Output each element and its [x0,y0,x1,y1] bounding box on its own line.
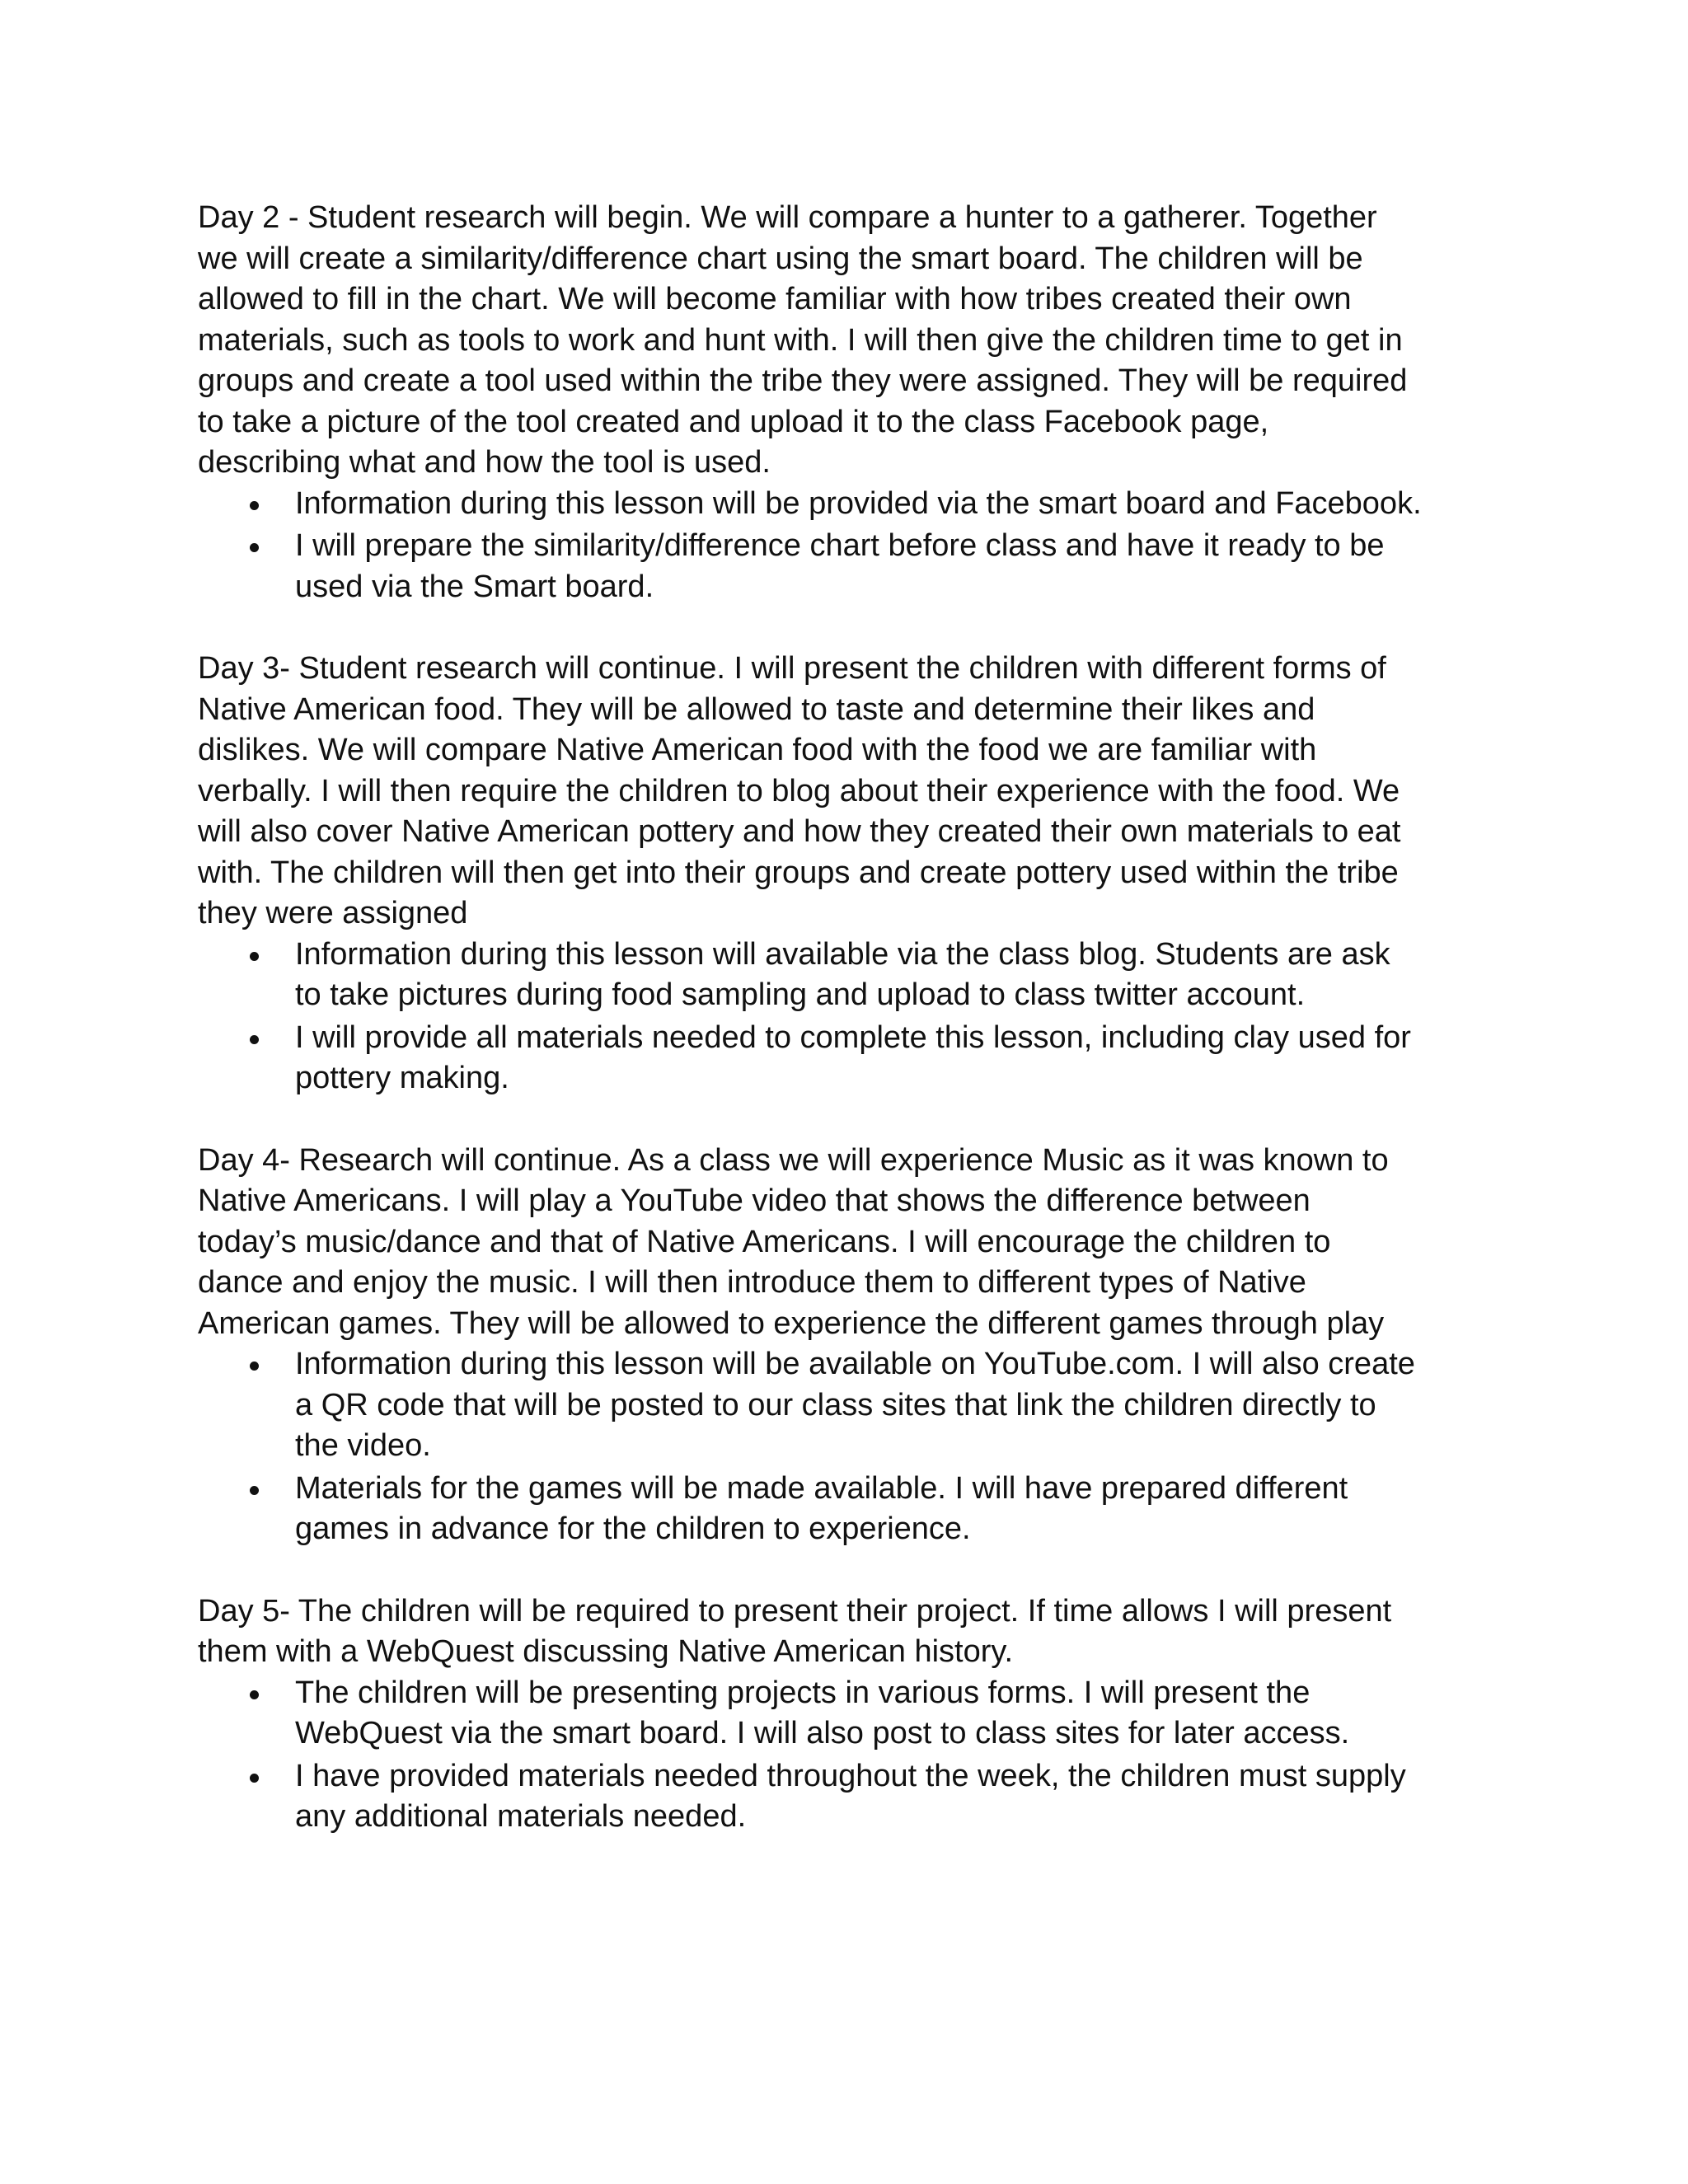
bullet-item [295,935,1517,1016]
text-line: Day 2 - Student research will begin. We will compare a hunter to a gatherer. Together [198,200,1377,235]
bullet-item [295,1673,1517,1755]
text-line: verbally. I will then require the children to blog about their experience with the food. We [198,773,1400,808]
text-line: The children will be presenting projects in various forms. I will present the [295,1675,1311,1710]
bullet-item [295,1469,1517,1550]
bullet-icon [250,543,259,552]
text-line: dislikes. We will compare Native American food with the food we are familiar with [198,733,1317,767]
text-line: I will provide all materials needed to complete this lesson, including clay used for [295,1019,1411,1055]
text-line: the video. [295,1428,431,1463]
text-line: I will prepare the similarity/difference chart before class and have it ready to be [295,528,1385,563]
day-3-section [198,649,1517,1099]
text-line: games in advance for the children to experience. [295,1511,971,1546]
text-line: Native Americans. I will play a YouTube video that shows the difference between [198,1183,1311,1218]
text-line: today’s music/dance and that of Native Americans. I will encourage the children to [198,1224,1331,1259]
text-line: any additional materials needed. [295,1799,747,1834]
text-line: Information during this lesson will be provided via the smart board and Facebook. [295,485,1422,521]
text-line: they were assigned [198,896,468,930]
text-line: will also cover Native American pottery and how they created their own materials to eat [198,814,1401,849]
text-line: I have provided materials needed throughout the week, the children must supply [295,1758,1406,1793]
text-line: dance and enjoy the music. I will then introduce them to different types of Native [198,1265,1306,1300]
day-5-paragraph [198,1591,1517,1673]
day-4-bullet-list [198,1344,1517,1550]
text-line: pottery making. [295,1061,509,1095]
bullet-icon [250,1486,259,1495]
bullet-item [295,1018,1517,1099]
text-line: used via the Smart board. [295,569,654,604]
bullet-item [295,1344,1517,1467]
day-2-paragraph [198,198,1517,484]
day-3-paragraph [198,649,1517,935]
bullet-icon [250,1774,259,1783]
text-line: a QR code that will be posted to our class sites that link the children directly to [295,1387,1376,1422]
text-line: American games. They will be allowed to experience the different games through play [198,1305,1385,1341]
text-line: Day 3- Student research will continue. I will present the children with different forms of [198,651,1386,686]
text-line: Native American food. They will be allowed to taste and determine their likes and [198,691,1315,727]
bullet-icon [250,1035,259,1044]
bullet-icon [250,1361,259,1371]
text-line: them with a WebQuest discussing Native American history. [198,1634,1014,1669]
bullet-item [295,484,1517,525]
text-line: to take a picture of the tool created and upload it to the class Facebook page, [198,404,1269,439]
bullet-icon [250,1690,259,1699]
text-line: Materials for the games will be made available. I will have prepared different [295,1470,1348,1506]
day-4-section [198,1141,1517,1550]
text-line: we will create a similarity/difference chart using the smart board. The children will be [198,241,1363,276]
text-line: Information during this lesson will available via the class blog. Students are ask [295,936,1390,972]
text-line: to take pictures during food sampling and upload to class twitter account. [295,977,1306,1012]
text-line: groups and create a tool used within the tribe they were assigned. They will be required [198,363,1408,398]
text-line: Information during this lesson will be available on YouTube.com. I will also create [295,1347,1415,1381]
text-line: with. The children will then get into their groups and create pottery used within the tribe [198,855,1399,890]
text-line: WebQuest via the smart board. I will also post to class sites for later access. [295,1716,1350,1750]
text-line: allowed to fill in the chart. We will become familiar with how tribes created their own [198,282,1352,316]
bullet-item [295,526,1517,607]
day-5-bullet-list [198,1673,1517,1838]
day-2-bullet-list [198,484,1517,608]
text-line: materials, such as tools to work and hunt with. I will then give the children time to get in [198,322,1403,358]
day-3-bullet-list [198,935,1517,1099]
text-line: describing what and how the tool is used. [198,445,771,480]
bullet-icon [250,501,259,510]
text-line: Day 4- Research will continue. As a class we will experience Music as it was known to [198,1142,1389,1178]
document-page [198,198,1517,1879]
bullet-item [295,1756,1517,1838]
day-5-section [198,1591,1517,1838]
day-2-section [198,198,1517,607]
text-line: Day 5- The children will be required to present their project. If time allows I will present [198,1593,1392,1629]
day-4-paragraph [198,1141,1517,1345]
bullet-icon [250,952,259,961]
